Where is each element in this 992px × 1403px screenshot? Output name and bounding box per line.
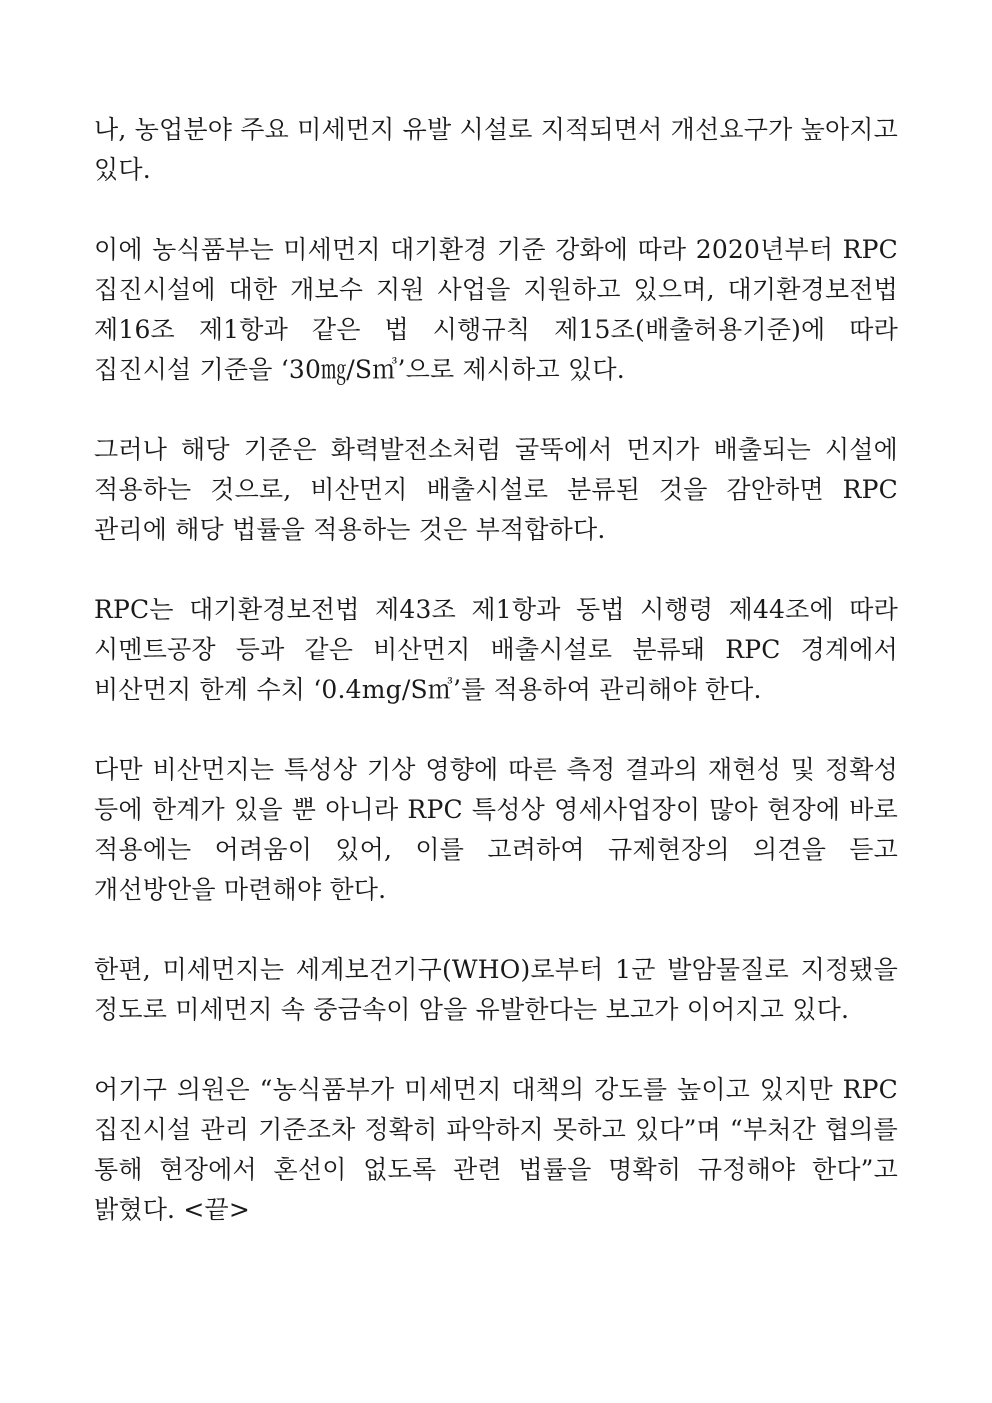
paragraph: 다만 비산먼지는 특성상 기상 영향에 따른 측정 결과의 재현성 및 정확성 등에 한계가 있을 뿐 아니라 RPC 특성상 영세사업장이 많아 현장에 바로 적용에는 어려움이 있어, 이를 고려하여 규제현장의 의견을 듣고 개선방안을 마련해야 한다.: [94, 755, 898, 904]
paragraph: RPC는 대기환경보전법 제43조 제1항과 동법 시행령 제44조에 따라 시멘트공장 등과 같은 비산먼지 배출시설로 분류돼 RPC 경계에서 비산먼지 한계 수치 ‘0.4mg/S㎥’를 적용하여 관리해야 한다.: [94, 595, 898, 704]
paragraph: 이에 농식품부는 미세먼지 대기환경 기준 강화에 따라 2020년부터 RPC 집진시설에 대한 개보수 지원 사업을 지원하고 있으며, 대기환경보전법 제16조 제1항과 같은 법 시행규칙 제15조(배출허용기준)에 따라 집진시설 기준을 ‘30㎎/S㎥’으로 제시하고 있다.: [94, 235, 898, 384]
document-body: [94, 110, 898, 1230]
paragraph: 한편, 미세먼지는 세계보건기구(WHO)로부터 1군 발암물질로 지정됐을 정도로 미세먼지 속 중금속이 암을 유발한다는 보고가 이어지고 있다.: [94, 955, 898, 1024]
paragraph: 어기구 의원은 “농식품부가 미세먼지 대책의 강도를 높이고 있지만 RPC 집진시설 관리 기준조차 정확히 파악하지 못하고 있다”며 “부처간 협의를 통해 현장에서 혼선이 없도록 관련 법률을 명확히 규정해야 한다”고 밝혔다. <끝>: [94, 1075, 898, 1224]
paragraph: 그러나 해당 기준은 화력발전소처럼 굴뚝에서 먼지가 배출되는 시설에 적용하는 것으로, 비산먼지 배출시설로 분류된 것을 감안하면 RPC 관리에 해당 법률을 적용하는 것은 부적합하다.: [94, 435, 898, 544]
paragraph: 나, 농업분야 주요 미세먼지 유발 시설로 지적되면서 개선요구가 높아지고 있다.: [94, 115, 898, 184]
